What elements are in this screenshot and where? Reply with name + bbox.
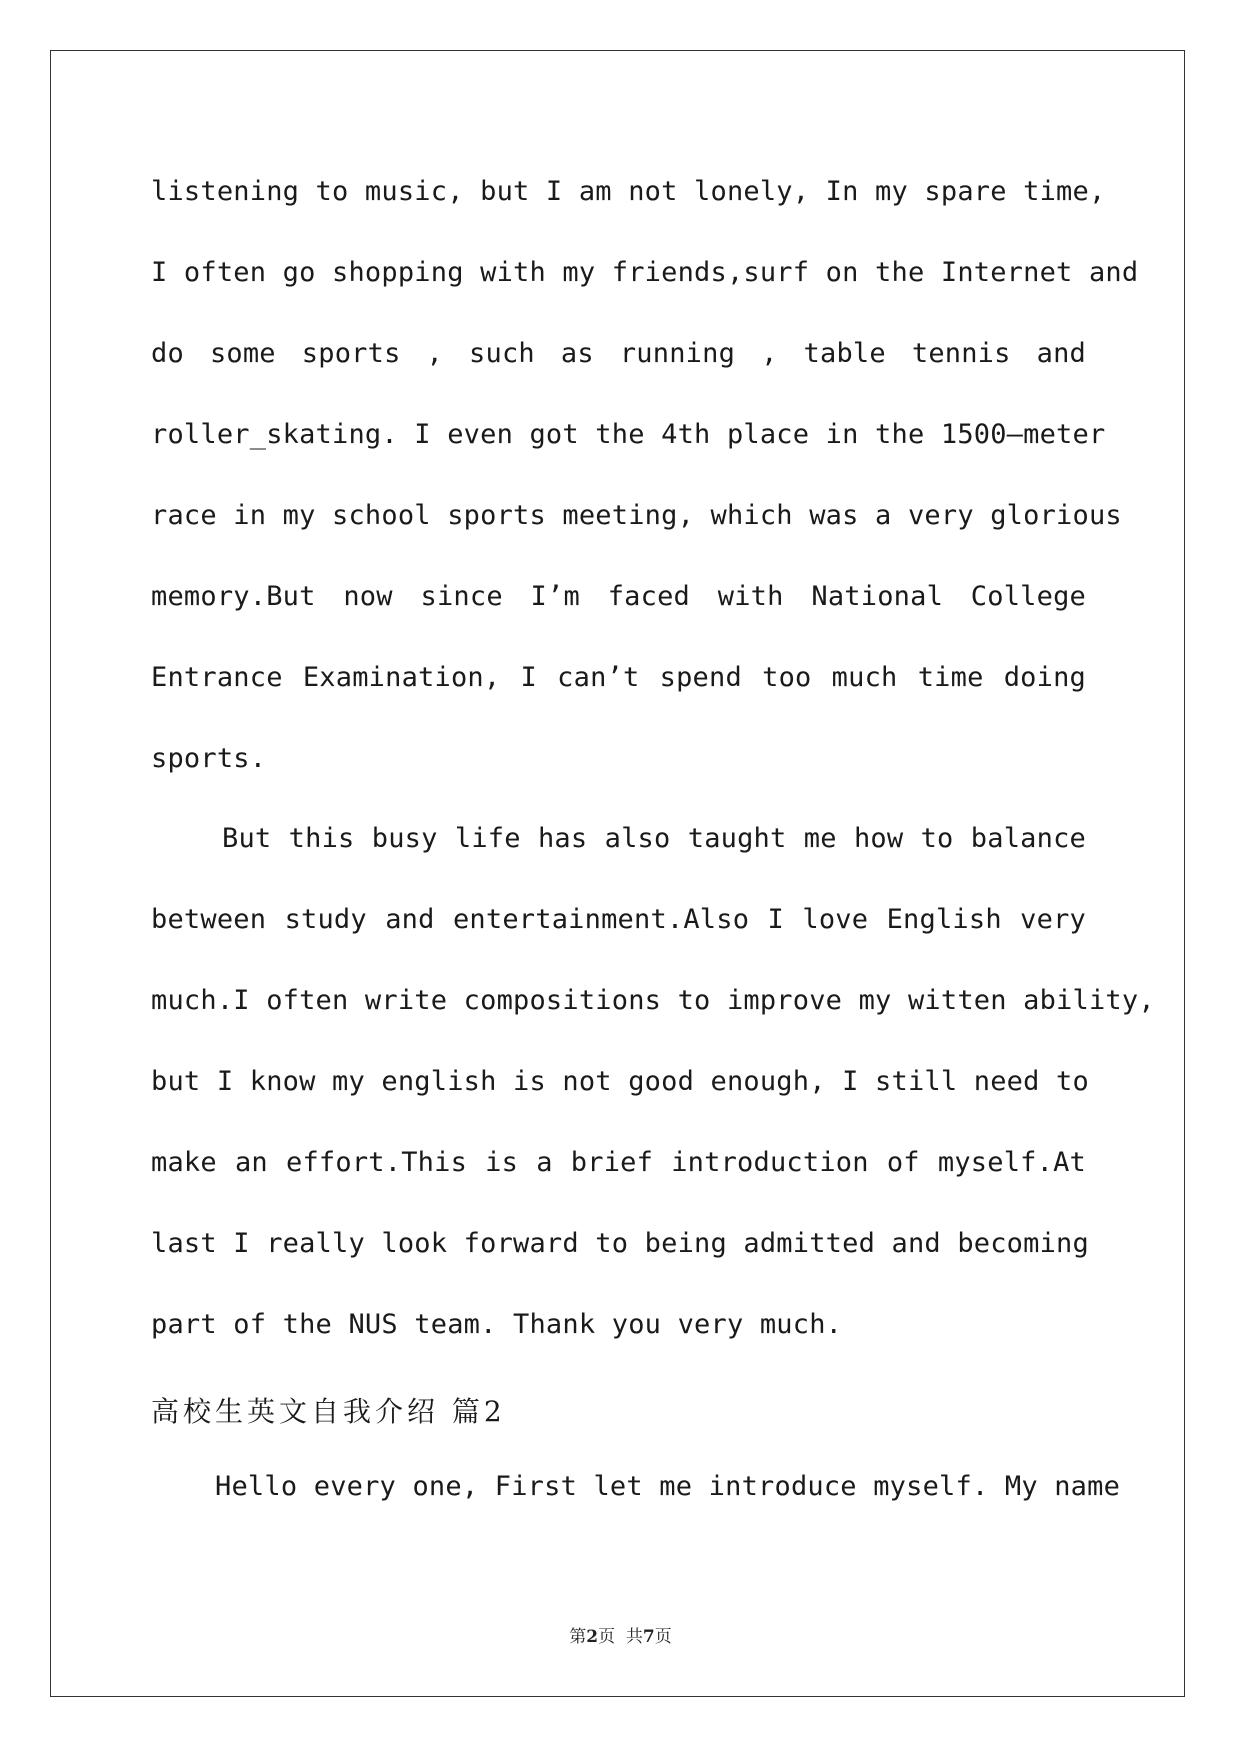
body-line: but I know my english is not good enough, I still need to: [151, 1066, 1089, 1097]
body-line: I often go shopping with my friends,surf on the Internet and: [151, 257, 1139, 288]
footer-page-number: 2: [586, 1627, 599, 1647]
section-heading: 高校生英文自我介绍 篇2: [151, 1395, 506, 1428]
body-line: memory.But now since I’m faced with National College: [151, 581, 1086, 612]
footer-total-pages: 7: [642, 1627, 655, 1647]
footer-mid: 页 共: [598, 1627, 643, 1647]
body-line: Entrance Examination, I can’t spend too much time doing: [151, 662, 1086, 693]
body-line: do some sports , such as running , table tennis and: [151, 338, 1086, 369]
body-line: race in my school sports meeting, which was a very glorious: [151, 500, 1122, 531]
page-footer: [0, 1622, 1241, 1647]
body-line: sports.: [151, 743, 267, 774]
page-frame: [50, 50, 1185, 1697]
paragraph-first-line: Hello every one, First let me introduce myself. My name: [215, 1471, 1121, 1502]
body-line: much.I often write compositions to improve my witten ability,: [151, 985, 1155, 1016]
paragraph-first-line: But this busy life has also taught me how to balance: [222, 823, 1086, 854]
footer-prefix: 第: [569, 1627, 587, 1647]
footer-suffix: 页: [654, 1627, 672, 1647]
body-line: listening to music, but I am not lonely, In my spare time,: [151, 176, 1106, 207]
body-line: last I really look forward to being admitted and becoming: [151, 1228, 1089, 1259]
body-line: between study and entertainment.Also I love English very: [151, 904, 1086, 935]
body-line: roller_skating. I even got the 4th place in the 1500—meter: [151, 419, 1106, 450]
body-line: part of the NUS team. Thank you very much.: [151, 1309, 843, 1340]
body-line: make an effort.This is a brief introduction of myself.At: [151, 1147, 1086, 1178]
